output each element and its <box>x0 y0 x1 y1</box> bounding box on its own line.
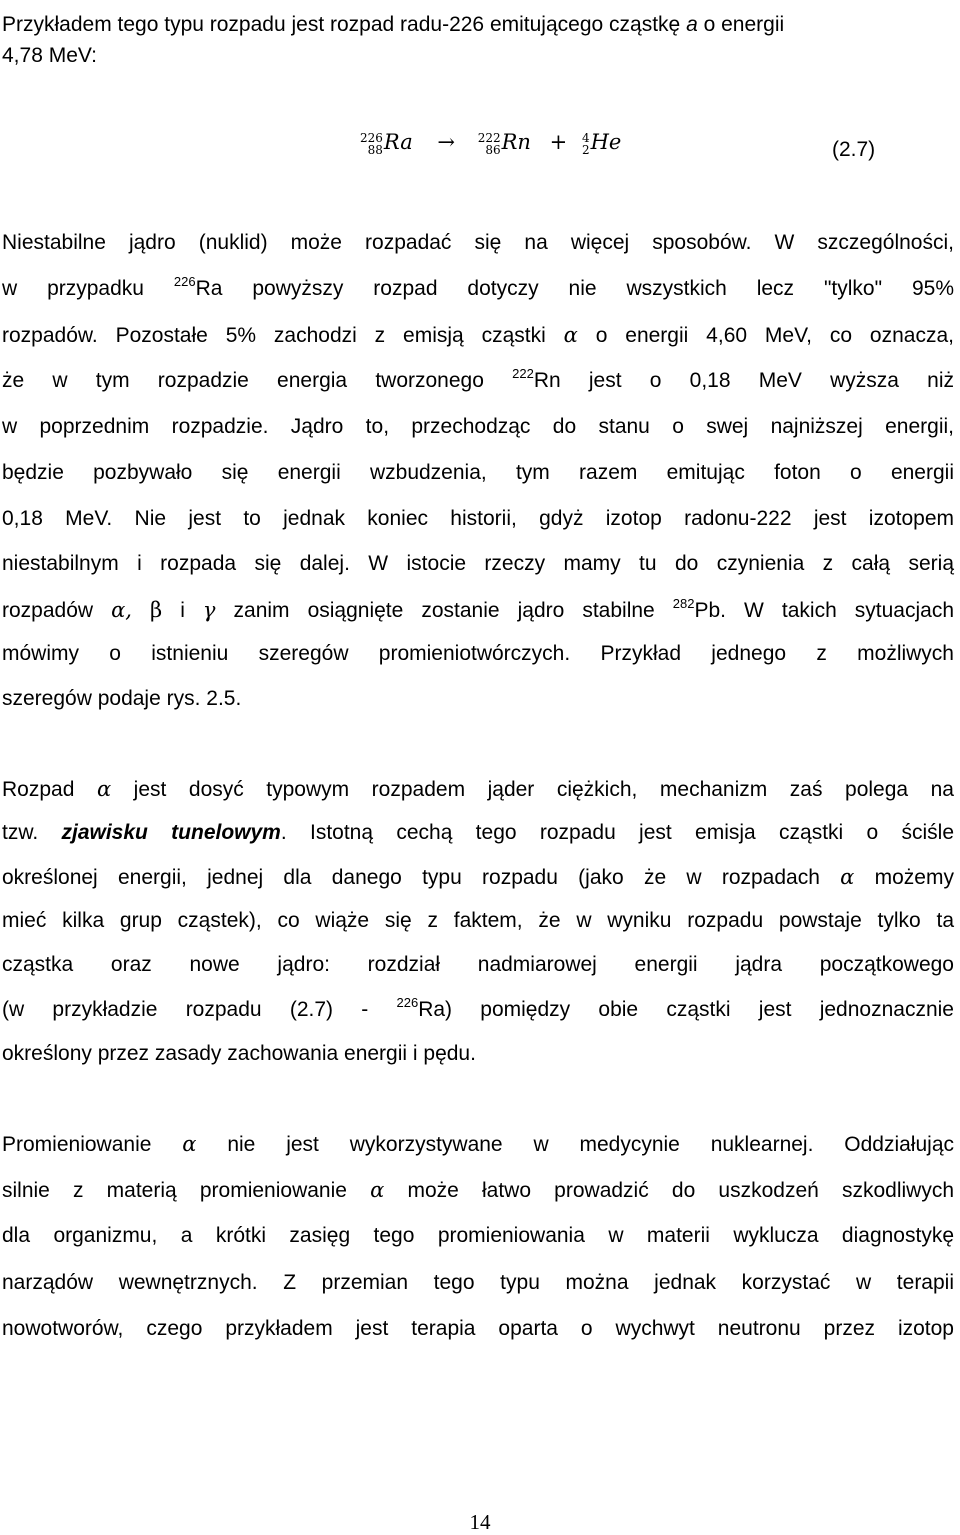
text: nie jest wykorzystywane w medycynie nuklearnej. Oddziałując <box>227 1133 954 1156</box>
text: silnie z materią promieniowanie <box>2 1179 347 1202</box>
atomic-number: 2 <box>581 142 590 157</box>
p1-line-4 <box>2 368 954 394</box>
p2-line-3 <box>2 864 954 891</box>
text: niestabilnym i rozpada się dalej. W istocie rzeczy mamy tu do czynienia z całą serią <box>2 552 954 575</box>
plus-sign: + <box>549 130 568 154</box>
alpha-symbol: α <box>96 777 112 801</box>
text: tzw. <box>2 821 39 844</box>
alpha-symbol: α <box>182 1132 197 1156</box>
bold-term: zjawisku tunelowym <box>61 821 281 844</box>
superscript: 282 <box>672 596 695 611</box>
text: nowotworów, czego przykładem jest terapia oparta o wychwyt neutronu przez izotop <box>2 1317 954 1340</box>
decay-equation <box>360 130 660 170</box>
text: że w tym rozpadzie energia tworzonego <box>2 369 484 392</box>
mass-number: 226 <box>360 130 383 145</box>
superscript: 226 <box>396 995 419 1010</box>
nuclide-rn <box>478 130 531 156</box>
page-number: 14 <box>469 1510 491 1534</box>
text: rozpadów <box>2 599 94 622</box>
alpha-symbol: α <box>370 1178 385 1202</box>
text: będzie pozbywało się energii wzbudzenia, tym razem emitując foton o energii <box>2 461 954 484</box>
atomic-number: 88 <box>367 142 383 157</box>
p2-line-7 <box>2 1041 954 1067</box>
text: w przypadku <box>2 277 144 300</box>
symbol: Rn <box>501 130 531 154</box>
text: możemy <box>874 866 954 889</box>
text: dla organizmu, a krótki zasięg tego promieniowania w materii wyklucza diagnostykę <box>2 1224 954 1247</box>
p2-line-1 <box>2 776 954 803</box>
p1-line-8 <box>2 551 954 577</box>
text: Ra powyższy rozpad dotyczy nie wszystkich lecz "tylko" 95% <box>195 277 954 300</box>
text: określony przez zasady zachowania energii i pędu. <box>2 1042 476 1065</box>
text: Pb. W takich sytuacjach <box>694 599 955 622</box>
text: 0,18 MeV. Nie jest to jednak koniec historii, gdyż izotop radonu-222 jest izotopem <box>2 507 954 530</box>
p2-line-5 <box>2 952 954 978</box>
text: jest dosyć typowym rozpadem jąder ciężkich, mechanizm zaś polega na <box>133 778 954 801</box>
text: (w przykładzie rozpadu (2.7) - <box>2 998 369 1021</box>
text: Przykładem tego typu rozpadu jest rozpad radu-226 emitującego cząstkę <box>2 13 681 36</box>
mass-number: 222 <box>477 130 501 145</box>
symbol: He <box>590 130 622 154</box>
arrow-icon: → <box>437 130 456 154</box>
equation-number: (2.7) <box>832 138 876 161</box>
text: w poprzednim rozpadzie. Jądro to, przechodząc do stanu o swej najniższej energii, <box>2 415 954 438</box>
intro-line-1 <box>2 12 954 38</box>
text: określonej energii, jednej dla danego typu rozpadu (jako że w rozpadach <box>2 866 820 889</box>
nuclide-ra <box>360 130 413 156</box>
text: może łatwo prowadzić do uszkodzeń szkodliwych <box>407 1179 954 1202</box>
text: szeregów podaje rys. 2.5. <box>2 687 242 710</box>
alpha-symbol: α <box>840 865 855 889</box>
text: o energii <box>703 13 785 36</box>
p3-line-2 <box>2 1177 954 1204</box>
text: rozpadów. Pozostałe 5% zachodzi z emisją cząstki <box>2 324 546 347</box>
beta-symbol: β <box>150 598 163 622</box>
alpha-symbol: α <box>563 323 578 347</box>
p2-line-2 <box>2 820 954 846</box>
text: Ra) pomiędzy obie cząstki jest jednoznacznie <box>418 998 954 1021</box>
text: zanim osiągnięte zostanie jądro stabilne <box>233 599 655 622</box>
p1-line-5 <box>2 414 954 440</box>
text: Rn jest o 0,18 MeV wyższa niż <box>533 369 954 392</box>
gamma-symbol: γ <box>202 598 216 622</box>
atomic-number: 86 <box>485 142 501 157</box>
p1-line-7 <box>2 506 954 532</box>
symbol: Ra <box>383 130 413 154</box>
superscript: 222 <box>512 366 534 381</box>
p2-line-6 <box>2 997 954 1023</box>
text: Rozpad <box>2 778 75 801</box>
intro-line-2 <box>2 43 954 69</box>
alpha-symbol: α, <box>111 598 132 622</box>
p1-line-9 <box>2 597 954 624</box>
p1-line-1 <box>2 230 954 256</box>
p1-line-2 <box>2 276 954 302</box>
superscript: 226 <box>173 274 196 289</box>
p3-line-4 <box>2 1270 954 1296</box>
text: Niestabilne jądro (nuklid) może rozpadać się na więcej sposobów. W szczególności, <box>2 231 954 254</box>
p3-line-5 <box>2 1316 954 1342</box>
italic-a: a <box>686 13 698 36</box>
text: Promieniowanie <box>2 1133 152 1156</box>
text: mieć kilka grup cząstek), co wiąże się z faktem, że w wyniku rozpadu powstaje tylko ta <box>2 909 954 932</box>
text: i <box>180 599 185 622</box>
p1-line-10 <box>2 641 954 667</box>
text: cząstka oraz nowe jądro: rozdział nadmiarowej energii jądra początkowego <box>2 953 954 976</box>
p2-line-4 <box>2 908 954 934</box>
text: mówimy o istnieniu szeregów promieniotwórczych. Przykład jednego z możliwych <box>2 642 954 665</box>
text: narządów wewnętrznych. Z przemian tego typu można jednak korzystać w terapii <box>2 1271 954 1294</box>
text: 4,78 MeV: <box>2 44 97 67</box>
p3-line-1 <box>2 1131 954 1158</box>
p3-line-3 <box>2 1223 954 1249</box>
text: . Istotną cechą tego rozpadu jest emisja cząstki o ściśle <box>280 821 954 844</box>
p1-line-11 <box>2 686 954 712</box>
p1-line-6 <box>2 460 954 486</box>
nuclide-he <box>582 130 621 156</box>
mass-number: 4 <box>581 130 590 145</box>
p1-line-3 <box>2 322 954 349</box>
text: o energii 4,60 MeV, co oznacza, <box>595 324 954 347</box>
